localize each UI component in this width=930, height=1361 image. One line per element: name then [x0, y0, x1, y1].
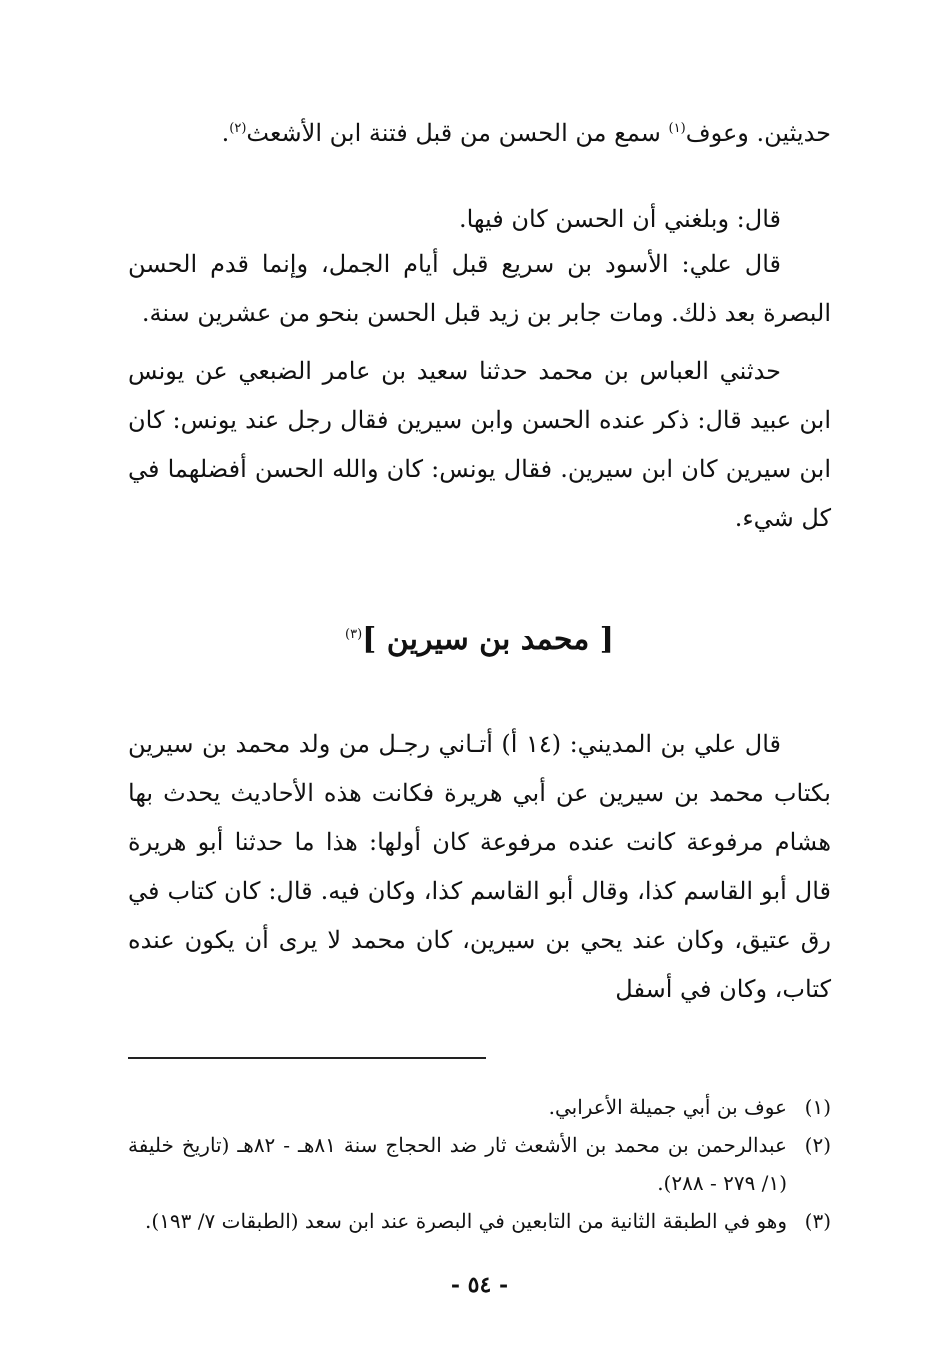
paragraph-1-text-3: . [221, 119, 230, 147]
document-page [128, 0, 831, 1361]
footnote-1 [128, 1088, 831, 1126]
paragraph-3: قال علي: الأسود بن سريع قبل أيام الجمل، وإنما قدم الحسن البصرة بعد ذلك. ومات جابر بن زيد قبل الحسن بنحو من عشرين سنة. [128, 250, 831, 327]
footnote-ref-1[interactable]: (١) [668, 121, 686, 136]
footnote-number: (١) [804, 1095, 831, 1119]
paragraph-4: حدثني العباس بن محمد حدثنا سعيد بن عامر الضبعي عن يونس ابن عبيد قال: ذكر عنده الحسن وابن سيرين فقال رجل عند يونس: كان ابن سيرين كان ابن سيرين. فقال يونس: كان والله الحسن أفضلهما في كل شيء. [128, 357, 831, 532]
footnote-ref-2[interactable]: (٢) [229, 121, 247, 136]
footnote-divider [128, 1057, 486, 1059]
footnote-2 [128, 1126, 831, 1202]
footnote-number: (٣) [804, 1209, 831, 1233]
section-heading [128, 610, 831, 665]
section-heading-text: [ محمد بن سيرين ] [362, 622, 614, 657]
paragraph-1 [128, 104, 831, 158]
footnote-ref-3[interactable]: (٣) [345, 627, 363, 642]
footnote-number: (٢) [804, 1133, 831, 1157]
footnote-text: وهو في الطبقة الثانية من التابعين في البصرة عند ابن سعد (الطبقات ٧/ ١٩٣). [145, 1209, 787, 1233]
paragraph-2: قال: وبلغني أن الحسن كان فيها. [458, 205, 781, 233]
paragraph-5: قال علي بن المديني: (١٤ أ) أتـاني رجـل من ولد محمد بن سيرين بكتاب محمد بن سيرين عن أبي هريرة فكانت هذه الأحاديث يحدث بها هشام مرفوعة كانت عنده مرفوعة كان أولها: هذا ما حدثنا أبو هريرة قال أبو القاسم كذا، وقال أبو القاسم كذا، وكان فيه. قال: كان كتاب في رق عتيق، وكان عند يحي بن سيرين، كان محمد لا يرى أن يكون عنده كتاب، وكان في أسفل [128, 730, 831, 1003]
footnote-text: عوف بن أبي جميلة الأعرابي. [548, 1095, 787, 1119]
paragraph-1-text: حديثين. وعوف [685, 119, 831, 147]
footnote-3 [128, 1202, 831, 1240]
paragraph-1-text-2: سمع من الحسن من قبل فتنة ابن الأشعث [246, 119, 669, 147]
page-number: - ٥٤ - [450, 1272, 509, 1298]
footnote-text: عبدالرحمن بن محمد بن الأشعث ثار ضد الحجاج سنة ٨١هـ - ٨٢هـ (تاريخ خليفة (١/ ٢٧٩ - ٢٨٨). [128, 1133, 787, 1195]
footnotes [128, 1088, 831, 1240]
